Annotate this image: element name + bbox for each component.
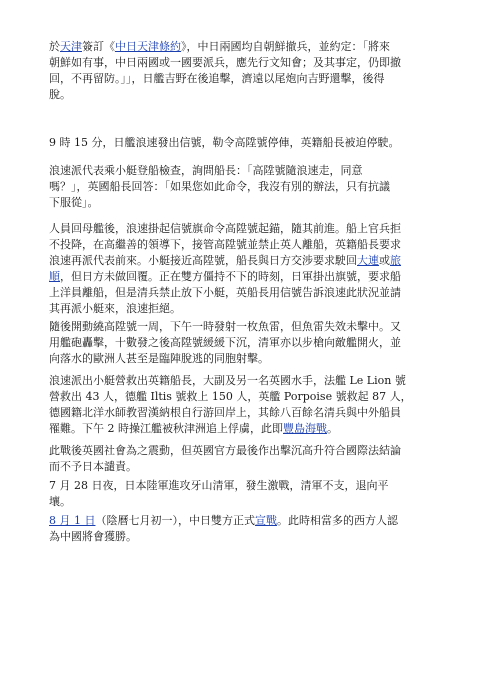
- text-line: [49, 405, 449, 421]
- hyperlink[interactable]: 大連: [357, 254, 379, 267]
- text-run: 上洋員離船，但是清兵禁止放下小艇，英船長用信號告訴浪速此狀況並請: [49, 286, 401, 299]
- paragraph-treaty: [49, 39, 449, 103]
- text-line: [49, 319, 449, 335]
- hyperlink[interactable]: 8 月 1 日: [49, 514, 96, 527]
- text-run: 不投降，在高繼善的領導下，接管高陞號並禁止英人離船，英籍船長要求: [49, 238, 401, 251]
- text-run: 向落水的歐洲人甚至是臨陣脫逃的同胞射擊。: [49, 352, 269, 365]
- text-run: 浪速再派代表前來。小艇接近高陞號，船長與日方交涉要求駛回: [49, 254, 357, 267]
- hyperlink[interactable]: 中日天津條約: [115, 40, 181, 53]
- text-line: [49, 221, 449, 237]
- text-run: 德國籍北洋水師教習漢納根自行游回岸上，其餘八百餘名清兵與中外船員: [49, 406, 401, 419]
- text-run: 》，中日兩國均自朝鮮撤兵，並約定：「將來: [181, 40, 390, 53]
- paragraph-asan: [49, 478, 449, 510]
- text-run: 此戰後英國社會為之震動，但英國官方最後作出擊沉高升符合國際法結論: [49, 444, 401, 457]
- text-line: [49, 443, 449, 459]
- text-run: 為中國將會獲勝。: [49, 530, 137, 543]
- text-run: 營救出 43 人，德艦 Iltis 號救上 150 人，英艦 Porpoise 號救起 87 人，: [49, 390, 412, 403]
- paragraph-torpedo: [49, 319, 449, 367]
- hyperlink[interactable]: 宣戰: [255, 514, 277, 527]
- text-run: 人員回母艦後，浪速掛起信號旗命令高陞號起錨，隨其前進。船上官兵拒: [49, 222, 401, 235]
- text-line: [49, 237, 449, 253]
- text-run: ，但日方未做回覆。正在雙方僵持不下的時刻，日軍掛出旗號，要求船: [60, 270, 401, 283]
- text-line: [49, 135, 449, 151]
- text-run: 。此時相當多的西方人認: [277, 514, 398, 527]
- text-run: 9 時 15 分，日艦浪速發出信號，勒令高陞號停俥，英籍船長被迫停駛。: [49, 136, 400, 149]
- text-line: [49, 301, 449, 317]
- text-run: 浪速派出小艇營救出英籍船長，大副及另一名英國水手，法艦 Le Lion 號: [49, 374, 406, 387]
- text-line: [49, 494, 449, 510]
- text-run: （陰曆七月初一），中日雙方正式: [95, 514, 255, 527]
- text-run: 回，不再留防。」」，日艦吉野在後追擊，濟遠以尾炮向吉野還擊，後得: [49, 72, 385, 85]
- text-line: [49, 179, 449, 195]
- text-line: [49, 421, 449, 437]
- paragraph-signal: [49, 135, 449, 151]
- hyperlink[interactable]: 豐島海戰: [283, 422, 327, 435]
- text-line: [49, 55, 449, 71]
- text-run: 嗎？」，英國船長回答：「如果您如此命令，我沒有別的辦法，只有抗議: [49, 180, 390, 193]
- paragraph-declaration: [49, 513, 449, 545]
- text-run: 壤。: [49, 495, 71, 508]
- paragraph-standoff: [49, 221, 449, 317]
- paragraph-reaction: [49, 443, 449, 475]
- text-line: [49, 389, 449, 405]
- text-line: [49, 195, 449, 211]
- text-run: 脫。: [49, 88, 71, 101]
- text-line: [49, 163, 449, 179]
- text-line: [49, 253, 449, 269]
- text-run: 而不予日本譴責。: [49, 460, 137, 473]
- text-line: [49, 513, 449, 529]
- text-run: 7 月 28 日夜，日本陸軍進攻牙山清軍，發生激戰，清軍不支，退向平: [49, 479, 389, 492]
- text-run: 。: [327, 422, 338, 435]
- text-run: 浪速派代表乘小艇登船檢查，詢問船長：「高陞號隨浪速走，同意: [49, 164, 363, 177]
- text-run: 朝鮮如有事，中日兩國或一國要派兵，應先行文知會；及其事定，仍即撤: [49, 56, 401, 69]
- hyperlink[interactable]: 順: [49, 270, 60, 283]
- text-run: 用艦砲轟擊，十數發之後高陞號緩緩下沉，清軍亦以步槍向敵艦開火，並: [49, 336, 401, 349]
- text-line: [49, 285, 449, 301]
- text-line: [49, 335, 449, 351]
- text-run: 於: [49, 40, 60, 53]
- paragraph-inspection: [49, 163, 449, 211]
- text-line: [49, 478, 449, 494]
- text-line: [49, 529, 449, 545]
- text-run: 隨後開動繞高陞號一周，下午一時發射一枚魚雷，但魚雷失效未擊中。又: [49, 320, 401, 333]
- hyperlink[interactable]: 天津: [60, 40, 82, 53]
- paragraph-rescue: [49, 373, 449, 437]
- text-run: 罹難。下午 2 時操江艦被秋津洲追上俘虜，此即: [49, 422, 283, 435]
- text-run: 下服從」。: [49, 196, 99, 209]
- text-line: [49, 39, 449, 55]
- text-line: [49, 71, 449, 87]
- text-run: 或: [379, 254, 390, 267]
- text-line: [49, 87, 449, 103]
- text-line: [49, 459, 449, 475]
- text-line: [49, 373, 449, 389]
- text-line: [49, 351, 449, 367]
- text-line: [49, 269, 449, 285]
- text-run: 簽訂《: [82, 40, 115, 53]
- hyperlink[interactable]: 旅: [390, 254, 401, 267]
- text-run: 其再派小艇來，浪速拒絕。: [49, 302, 181, 315]
